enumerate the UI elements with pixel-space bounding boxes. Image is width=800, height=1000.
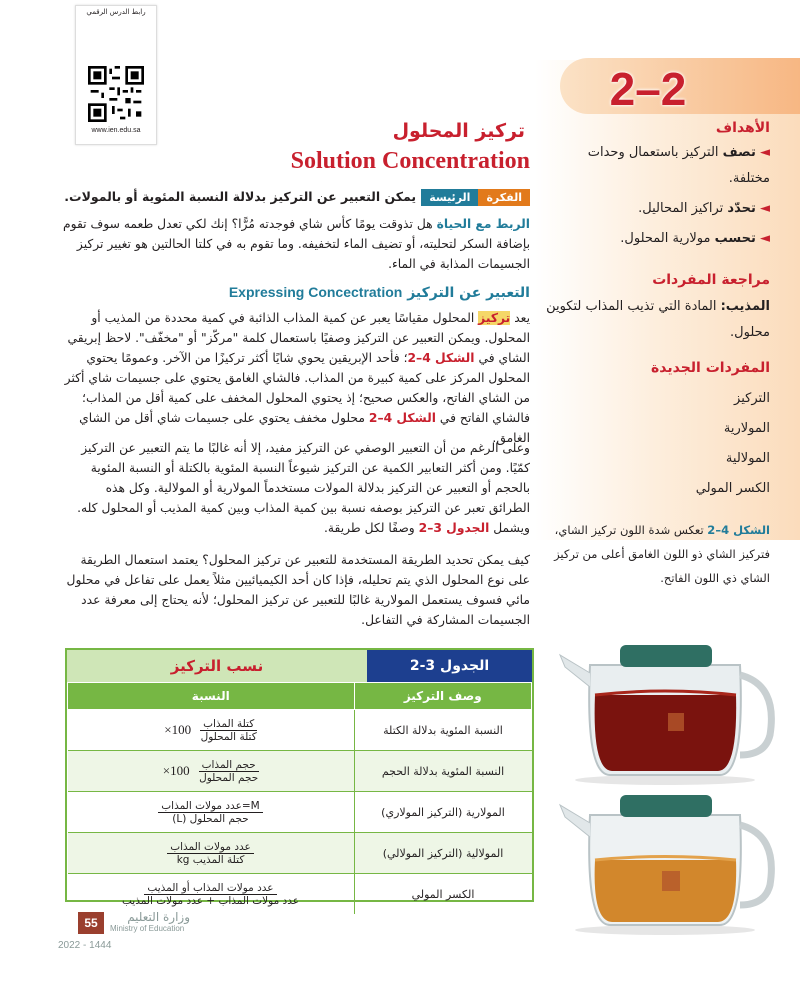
page-number: 55 bbox=[78, 912, 104, 934]
objective-item bbox=[545, 226, 770, 252]
intro-paragraph bbox=[62, 214, 530, 274]
fraction-denominator: كتلة المذيب kg bbox=[176, 853, 245, 866]
fraction bbox=[167, 841, 254, 866]
table-header-row bbox=[68, 683, 532, 710]
intro-text: هل تذوقت يومًا كأس شاي فوجدته مُرًّا؟ إنك لكي تعدل طعمه سوف تقوم بإضافة السكر لتحليته، أو تضيف الماء لتخفيفه. وما تقوم به في كلتا الحالتين هو تغيير تركيز الجسيمات المذابة في الماء. bbox=[62, 217, 530, 271]
figure-reference[interactable]: الشكل 4–2 bbox=[407, 351, 475, 365]
qr-code-icon[interactable] bbox=[88, 66, 144, 122]
method-paragraph: كيف يمكن تحديد الطريقة المستخدمة للتعبير عن تركيز المحلول؟ يعتمد استعمال الطريقة على نوع المحلول الذي يتم تحليله، فإذا كان أحد الكيميائيين مثلاً يعمل على تفاعل في محلول مائي فسوف يستعمل المولارية غالبًا للتعبير عن تركيز المحلول؛ لأنه يحتاج إلى معرفة عدد الجسيمات المشاركة في التفاعل. bbox=[66, 553, 530, 627]
objectives-section bbox=[545, 120, 770, 252]
para-text: المحلول مقياسًا يعبر عن كمية المذاب الذائبة في كمية محددة من المذيب أو المحلول. ويمكن التعبير عن التركيز وصفيًا باستعمال كلمة "مركّز" أو "مخفّف". لاحظ إبريقي الشاي في bbox=[67, 311, 530, 365]
para-text: وعلى الرغم من أن التعبير الوصفي عن التركيز مفيد، إلا أنه غالبًا ما يتم التعبير عن التركيز كمّيًا. ومن أكثر التعابير الكمية عن التركيز شيوعاً النسبة المئوية بالكتلة أو النسبة المئوية بالحجم أو التعبير عن التركيز بدلالة المولات مستخدماً المولارية أو المولالية. وكل هذه الطرائق تعبر عن التركيز بوصفه نسبة بين كمية المذاب وبين كمية المذيب أو المحلول كله. ويشمل bbox=[77, 441, 530, 535]
table-cell-ratio bbox=[68, 792, 355, 833]
column-header-description: وصف التركيز bbox=[354, 683, 532, 710]
table-row bbox=[68, 710, 532, 751]
vocab-review-definition: المادة التي تذيب المذاب لتكوين محلول. bbox=[546, 299, 770, 340]
para-text: ؛ فأحد الإبريقين يحوي شايًا أكثر تركيزًا من الآخر. وعمومًا يحتوي المحلول المركز على كمية كبيرة من المذاب. فالشاي الغامق يحتوي على جسيمات شاي أكثر من الشاي الفاتح، والعكس صحيح؛ إذ يحتوي المحلول المخفف على كمية أقل من المذاب؛ فالشاي الفاتح في bbox=[64, 351, 530, 425]
table-reference[interactable]: الجدول 3–2 bbox=[418, 521, 490, 535]
new-vocab-heading: المفردات الجديدة bbox=[651, 360, 770, 376]
vocab-item[interactable]: المولالية bbox=[725, 451, 770, 466]
table-title: نسب التركيز bbox=[67, 650, 367, 682]
table-cell-ratio bbox=[68, 710, 355, 751]
table-cell-ratio bbox=[68, 751, 355, 792]
fraction-denominator: كتلة المحلول bbox=[200, 730, 257, 743]
table-label: الجدول 3-2 bbox=[367, 650, 532, 682]
fraction bbox=[196, 759, 261, 784]
bullet-icon: ◄ bbox=[760, 145, 770, 160]
vocab-item[interactable]: الكسر المولي bbox=[695, 481, 770, 496]
fraction-denominator: حجم المحلول bbox=[199, 771, 259, 784]
ministry-logo bbox=[110, 910, 190, 933]
objective-text: التركيز باستعمال وحدات مختلفة. bbox=[587, 145, 770, 186]
qr-url[interactable]: www.ien.edu.sa bbox=[91, 127, 141, 134]
lesson-title-english: Solution Concentration bbox=[290, 148, 530, 174]
vocab-review-term: المذيب: bbox=[720, 299, 770, 314]
quantitative-paragraph bbox=[62, 438, 530, 538]
main-idea-tag: الفكرة bbox=[478, 189, 530, 206]
figure-caption bbox=[545, 518, 770, 590]
table-row bbox=[68, 874, 532, 915]
ministry-name-english: Ministry of Education bbox=[110, 924, 185, 933]
lesson-title-arabic: تركيز المحلول bbox=[392, 120, 525, 142]
fraction-denominator: عدد مولات المذاب + عدد مولات المذيب bbox=[121, 894, 299, 907]
table-cell-description: المولارية (التركيز المولاري) bbox=[354, 792, 532, 833]
bullet-icon: ◄ bbox=[760, 201, 770, 216]
objective-verb: تحدّد bbox=[727, 201, 756, 216]
subheading-arabic: التعبير عن التركيز bbox=[407, 285, 530, 301]
multiplier: 100× bbox=[162, 763, 190, 778]
subheading-english: Expressing Concectration bbox=[228, 284, 403, 300]
table-title-bar bbox=[67, 650, 532, 682]
para-text: يعد bbox=[514, 311, 530, 325]
light-tea-pot-image bbox=[550, 785, 785, 935]
qr-title: رابط الدرس الرقمي bbox=[86, 8, 146, 16]
multiplier: 100× bbox=[164, 722, 192, 737]
main-idea bbox=[60, 186, 530, 208]
figure-caption-text: تعكس شدة اللون تركيز الشاي، فتركيز الشاي ذو اللون الغامق أعلى من تركيز الشاي ذي اللون الفاتح. bbox=[554, 523, 770, 585]
section-number: 2–2 bbox=[609, 63, 687, 115]
table-cell-description: النسبة المئوية بدلالة الحجم bbox=[354, 751, 532, 792]
table-cell-description: الكسر المولي bbox=[354, 874, 532, 915]
vocab-item[interactable]: التركيز bbox=[734, 391, 770, 406]
objectives-heading: الأهداف bbox=[715, 120, 770, 136]
ratio-table bbox=[67, 682, 532, 914]
table-cell-description: المولالية (التركيز المولالي) bbox=[354, 833, 532, 874]
edition-year: 2022 - 1444 bbox=[58, 940, 112, 951]
objective-item bbox=[545, 140, 770, 192]
objective-text: مولارية المحلول. bbox=[620, 231, 711, 246]
para-text: محلول مخفف يحتوي على جسيمات شاي أقل من الشاي الغامق. bbox=[79, 411, 530, 445]
objective-text: تراكيز المحاليل. bbox=[638, 201, 724, 216]
main-idea-text: يمكن التعبير عن التركيز بدلالة النسبة المئوية أو بالمولات. bbox=[64, 189, 417, 204]
objective-item bbox=[545, 196, 770, 222]
fraction bbox=[198, 718, 260, 743]
vocab-review-section bbox=[545, 272, 770, 346]
table-cell-ratio bbox=[68, 833, 355, 874]
vocab-term-concentration: تركيز bbox=[478, 311, 511, 325]
concentration-ratios-table bbox=[65, 648, 534, 907]
fraction-numerator: كتلة المذاب bbox=[200, 718, 257, 731]
subheading bbox=[200, 284, 530, 301]
ministry-name: وزارة التعليم bbox=[127, 910, 190, 924]
objective-verb: تحسب bbox=[714, 231, 756, 246]
vocab-review-entry bbox=[545, 294, 770, 346]
concentration-paragraph bbox=[62, 308, 530, 448]
figure-label: الشكل 4–2 bbox=[707, 523, 770, 537]
main-idea-tag-secondary: الرئيسة bbox=[421, 189, 478, 206]
table-row bbox=[68, 792, 532, 833]
new-vocab-section bbox=[545, 360, 770, 504]
real-world-link-label: الربط مع الحياة bbox=[436, 217, 530, 231]
table-row bbox=[68, 751, 532, 792]
para-text: وصفًا لكل طريقة. bbox=[323, 521, 415, 535]
fraction bbox=[158, 800, 262, 825]
table-cell-description: النسبة المئوية بدلالة الكتلة bbox=[354, 710, 532, 751]
vocab-item[interactable]: المولارية bbox=[723, 421, 770, 436]
fraction-numerator: حجم المذاب bbox=[199, 759, 259, 772]
new-vocab-list bbox=[545, 384, 770, 504]
vocab-review-heading: مراجعة المفردات bbox=[652, 272, 770, 288]
dark-tea-pot-image bbox=[550, 625, 785, 785]
fraction bbox=[119, 882, 302, 907]
column-header-ratio: النسبة bbox=[68, 683, 355, 710]
table-cell-ratio bbox=[68, 874, 355, 915]
figure-reference[interactable]: الشكل 4–2 bbox=[368, 411, 436, 425]
fraction-numerator: عدد مولات المذاب bbox=[167, 841, 254, 854]
qr-card[interactable] bbox=[75, 5, 157, 145]
fraction-denominator: حجم المحلول (L) bbox=[172, 812, 249, 825]
fraction-numerator: عدد مولات المذاب أو المذيب bbox=[144, 882, 276, 895]
bullet-icon: ◄ bbox=[760, 231, 770, 246]
fraction-numerator: M=عدد مولات المذاب bbox=[158, 800, 262, 813]
table-row bbox=[68, 833, 532, 874]
objective-verb: تصف bbox=[722, 145, 756, 160]
